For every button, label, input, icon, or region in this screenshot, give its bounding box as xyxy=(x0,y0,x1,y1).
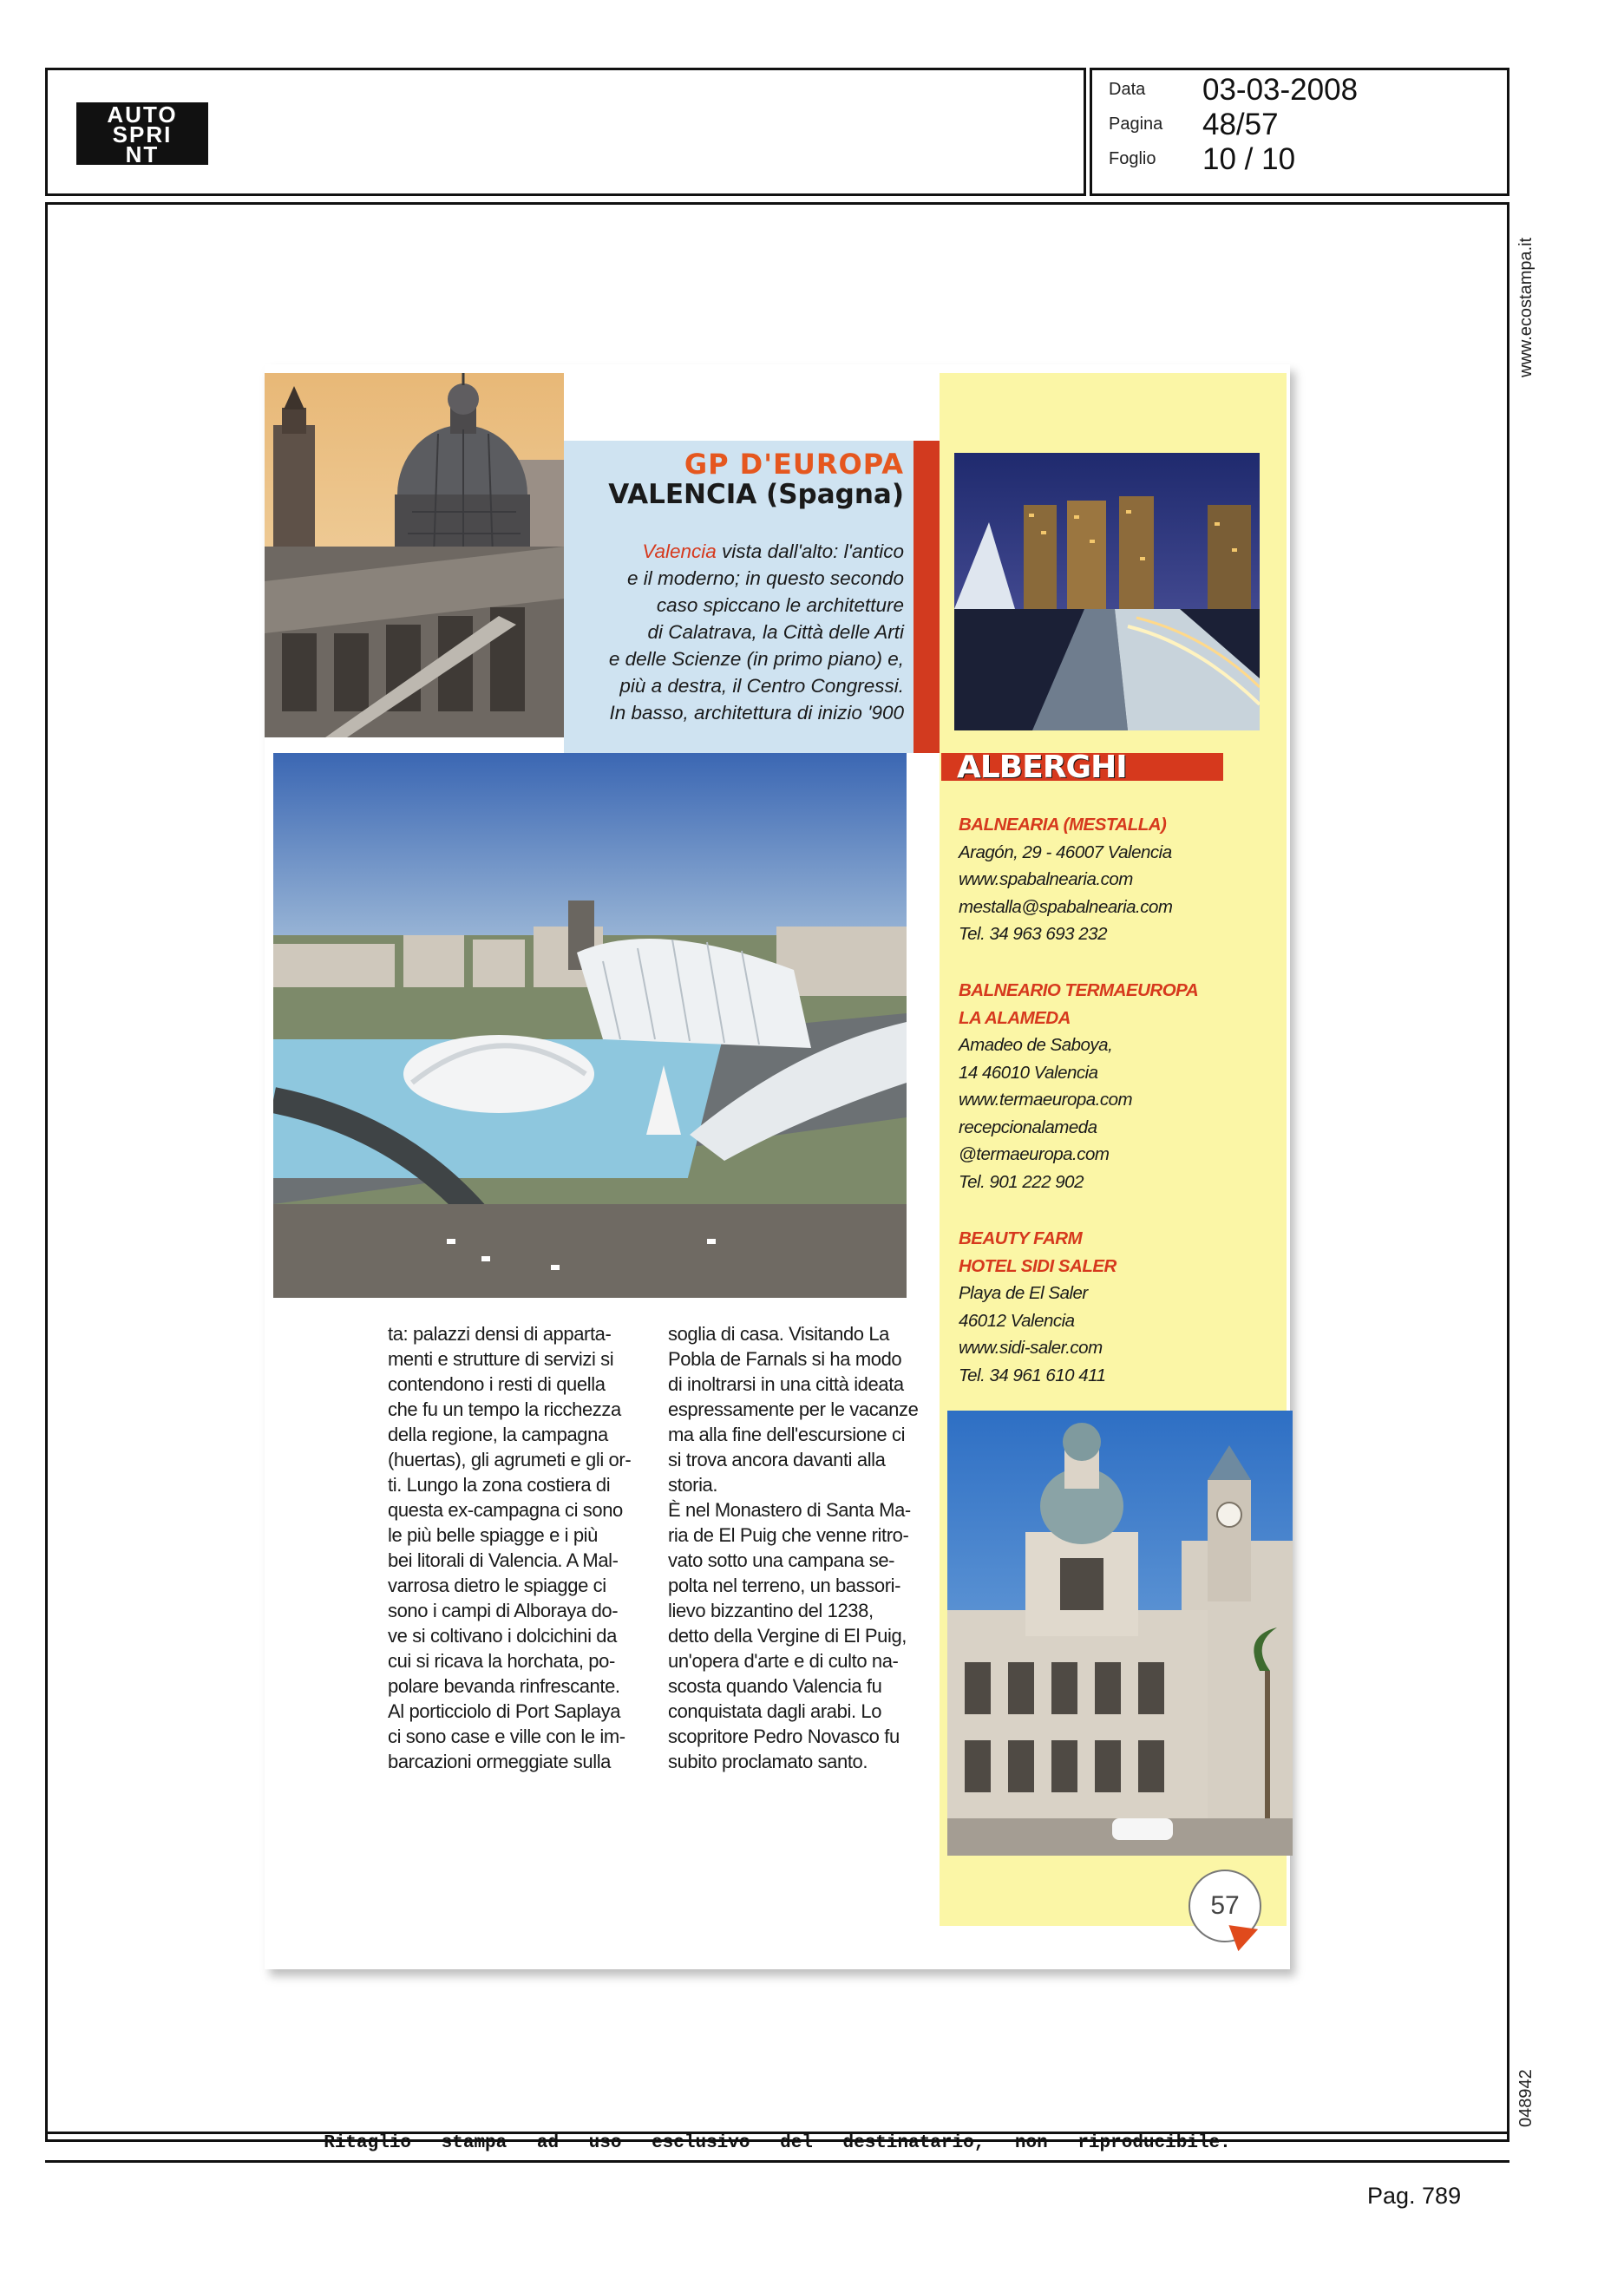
col2-line: È nel Monastero di Santa Ma- xyxy=(668,1499,911,1521)
col2-line: un'opera d'arte e di culto na- xyxy=(668,1650,899,1672)
col1-line: (huertas), gli agrumeti e gli or- xyxy=(388,1449,632,1470)
hotel-2-email-domain[interactable]: @termaeuropa.com xyxy=(959,1144,1110,1164)
photo-city-arts-sciences xyxy=(273,753,907,1298)
pagina-label: Pagina xyxy=(1109,115,1163,134)
hotel-3-name-2: HOTEL SIDI SALER xyxy=(959,1255,1116,1276)
col1-line: questa ex-campagna ci sono xyxy=(388,1499,623,1521)
col2-line: soglia di casa. Visitando La xyxy=(668,1323,890,1345)
hotel-2-phone: Tel. 901 222 902 xyxy=(959,1171,1084,1192)
article-kicker: GP D'EUROPA xyxy=(684,448,904,481)
cathedral-illustration xyxy=(265,373,564,737)
col1-line: della regione, la campagna xyxy=(388,1424,608,1445)
hotel-1-address: Aragón, 29 - 46007 Valencia xyxy=(959,842,1172,862)
caption-line-1 xyxy=(642,540,904,562)
hotel-2-city: 14 46010 Valencia xyxy=(959,1062,1098,1083)
col1-line: sono i campi di Alboraya do- xyxy=(388,1600,619,1621)
building-illustration xyxy=(947,1411,1293,1856)
col2-line: di inoltrarsi in una città ideata xyxy=(668,1373,904,1395)
alberghi-title: ALBERGHI xyxy=(957,750,1127,785)
caption-line-3: caso spiccano le architetture xyxy=(656,594,904,616)
hotel-2-website[interactable]: www.termaeuropa.com xyxy=(959,1090,1133,1110)
col1-line: le più belle spiagge e i più xyxy=(388,1524,598,1546)
foglio-value: 10 / 10 xyxy=(1202,142,1296,176)
col2-line: vato sotto una campana se- xyxy=(668,1549,895,1571)
col1-line: ve si coltivano i dolcichini da xyxy=(388,1625,617,1647)
col2-line: ma alla fine dell'escursione ci xyxy=(668,1424,906,1445)
data-value: 03-03-2008 xyxy=(1202,73,1359,107)
hotel-entry-3 xyxy=(959,1225,1219,1389)
hotel-1-phone: Tel. 34 963 693 232 xyxy=(959,924,1107,944)
col1-line: ta: palazzi densi di apparta- xyxy=(388,1323,612,1345)
hotel-3-website[interactable]: www.sidi-saler.com xyxy=(959,1338,1103,1358)
footer-notice: Ritaglio stampa ad uso esclusivo del destinatario, non riproducibile. xyxy=(324,2133,1231,2153)
night-bridge-illustration xyxy=(954,453,1260,730)
article-title: VALENCIA (Spagna) xyxy=(608,479,904,510)
col2-line: detto della Vergine di El Puig, xyxy=(668,1625,907,1647)
hotel-3-city: 46012 Valencia xyxy=(959,1310,1075,1331)
col1-line: che fu un tempo la ricchezza xyxy=(388,1398,621,1420)
caption-line-6: più a destra, il Centro Congressi. xyxy=(619,675,904,697)
hotel-3-address: Playa de El Saler xyxy=(959,1283,1088,1303)
photo-caption xyxy=(557,538,904,726)
caption-highlight: Valencia xyxy=(642,540,717,562)
col1-line: ti. Lungo la zona costiera di xyxy=(388,1474,611,1496)
hotel-3-phone: Tel. 34 961 610 411 xyxy=(959,1365,1106,1385)
col1-line: contendono i resti di quella xyxy=(388,1373,606,1395)
data-label: Data xyxy=(1109,80,1146,99)
hotel-2-email[interactable]: recepcionalameda xyxy=(959,1117,1097,1137)
red-accent-bar xyxy=(914,441,940,753)
hotel-entry-2 xyxy=(959,977,1219,1195)
col1-line: bei litorali di Valencia. A Mal- xyxy=(388,1549,619,1571)
col2-line: subito proclamato santo. xyxy=(668,1751,868,1772)
logo-line-1: AUTO xyxy=(107,102,178,128)
col1-line: cui si ricava la horchata, po- xyxy=(388,1650,615,1672)
col2-line: scopritore Pedro Novasco fu xyxy=(668,1726,900,1747)
caption-line-5: e delle Scienze (in primo piano) e, xyxy=(608,648,904,670)
caption-line-7: In basso, architettura di inizio '900 xyxy=(609,702,904,724)
hotel-2-name-2: LA ALAMEDA xyxy=(959,1007,1071,1028)
body-column-2 xyxy=(668,1321,923,1774)
foglio-label: Foglio xyxy=(1109,149,1156,168)
caption-line-4: di Calatrava, la Città delle Arti xyxy=(647,621,904,643)
col2-line: polta nel terreno, un bassori- xyxy=(668,1575,901,1596)
hotel-1-email[interactable]: mestalla@spabalnearia.com xyxy=(959,896,1173,917)
caption-line-2: e il moderno; in questo secondo xyxy=(627,567,904,589)
caption-line-1-text: vista dall'alto: l'antico xyxy=(716,540,904,562)
hotel-1-website[interactable]: www.spabalnearia.com xyxy=(959,869,1133,889)
page-number: Pag. 789 xyxy=(1367,2183,1462,2209)
autosprint-logo xyxy=(76,102,208,165)
photo-night-bridge xyxy=(954,453,1260,730)
magazine-page-number: 57 xyxy=(1189,1870,1261,1942)
website-vertical: www.ecostampa.it xyxy=(1516,237,1536,377)
hotel-1-name: BALNEARIA (MESTALLA) xyxy=(959,815,1167,835)
col2-line: espressamente per le vacanze xyxy=(668,1398,919,1420)
photo-early-1900s-building xyxy=(947,1411,1293,1856)
col2-line: conquistata dagli arabi. Lo xyxy=(668,1700,882,1722)
col2-line: ria de El Puig che venne ritro- xyxy=(668,1524,909,1546)
col1-line: Al porticciolo di Port Saplaya xyxy=(388,1700,621,1722)
col1-line: barcazioni ormeggiate sulla xyxy=(388,1751,612,1772)
hotel-2-address: Amadeo de Saboya, xyxy=(959,1035,1113,1055)
magazine-page xyxy=(265,364,1290,1969)
hotel-3-name: BEAUTY FARM xyxy=(959,1228,1083,1248)
aerial-illustration xyxy=(273,753,907,1298)
col2-line: scosta quando Valencia fu xyxy=(668,1675,882,1697)
col1-line: varrosa dietro le spiagge ci xyxy=(388,1575,606,1596)
col1-line: ci sono case e ville con le im- xyxy=(388,1726,625,1747)
col2-line: Pobla de Farnals si ha modo xyxy=(668,1348,902,1370)
col2-line: si trova ancora davanti alla xyxy=(668,1449,886,1470)
pagina-value: 48/57 xyxy=(1202,108,1279,141)
photo-cathedral-dome xyxy=(265,373,564,737)
code-vertical: 048942 xyxy=(1516,2069,1536,2127)
logo-line-2: SPRI xyxy=(112,121,173,147)
col2-line: lievo bizzantino del 1238, xyxy=(668,1600,874,1621)
col1-line: polare bevanda rinfrescante. xyxy=(388,1675,620,1697)
hotel-entry-1 xyxy=(959,811,1219,948)
body-column-1 xyxy=(388,1321,638,1774)
col1-line: menti e strutture di servizi si xyxy=(388,1348,614,1370)
hotel-2-name: BALNEARIO TERMAEUROPA xyxy=(959,980,1199,1000)
col2-line: storia. xyxy=(668,1474,718,1496)
logo-line-3: NT xyxy=(125,141,160,167)
